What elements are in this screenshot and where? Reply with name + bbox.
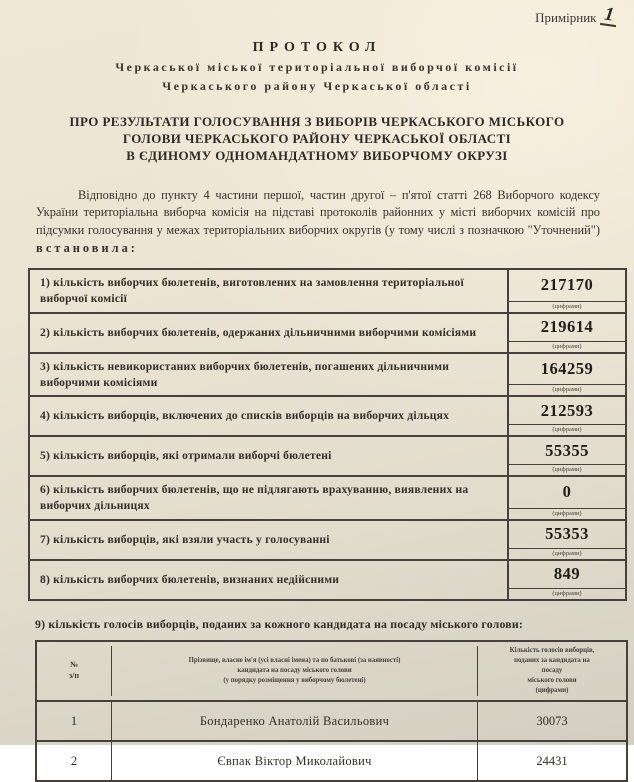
preamble-emphasis: встановила: <box>36 240 138 255</box>
header-cell-number <box>37 646 112 697</box>
result-label: 2) кількість виборчих бюлетенів, одержаних дільничними виборчими комісіями <box>40 326 477 340</box>
header-votes-line2: поданих за кандидата на <box>514 656 590 664</box>
result-number: 212593 <box>540 400 594 420</box>
result-value-cell <box>507 561 625 599</box>
subject-line1: ПРО РЕЗУЛЬТАТИ ГОЛОСУВАННЯ З ВИБОРІВ ЧЕРКАСЬКОГО МІСЬКОГО <box>69 114 565 130</box>
candidates-header-row <box>37 642 626 701</box>
result-label: 6) кількість виборчих бюлетенів, що не підлягають врахуванню, виявлених на виборчих дільницях <box>40 483 469 513</box>
copy-label: Примірник <box>535 10 597 25</box>
result-number: 55353 <box>545 524 589 544</box>
header-votes-line4: міського голови <box>527 677 577 685</box>
candidate-name: Євпак Віктор Миколайович <box>217 753 372 768</box>
result-row-6 <box>30 475 625 518</box>
result-label: 5) кількість виборців, які отримали виборчі бюлетені <box>40 449 332 463</box>
digits-note: (цифрами) <box>509 464 625 475</box>
candidate-number: 2 <box>70 753 78 768</box>
result-number: 849 <box>553 564 581 584</box>
result-number: 0 <box>562 482 572 502</box>
header-votes-line3: посаду <box>541 666 563 674</box>
digits-note: (цифрами) <box>509 341 625 352</box>
header-num-line1: № <box>69 660 79 670</box>
result-label: 3) кількість невикористаних виборчих бюлетенів, погашених дільничними виборчими комісіями <box>40 359 450 389</box>
candidate-votes-cell <box>478 742 626 780</box>
result-row-8 <box>30 559 625 599</box>
candidate-row-2 <box>37 740 626 780</box>
results-table <box>28 268 627 600</box>
result-row-1 <box>30 270 625 311</box>
candidates-table <box>35 640 628 782</box>
candidate-number: 1 <box>70 713 78 728</box>
result-value-cell <box>507 437 625 475</box>
result-label: 8) кількість виборчих бюлетенів, визнаних недійсними <box>40 572 340 586</box>
header-name-line2: кандидата на посаду міського голови <box>237 666 352 674</box>
header-cell-votes <box>478 646 626 697</box>
subject-line3: В ЄДИНОМУ ОДНОМАНДАТНОМУ ВИБОРЧОМУ ОКРУЗІ <box>126 147 508 163</box>
commission-name-line2: Черкаського району Черкаської області <box>162 79 472 94</box>
header-num-line2: з/п <box>68 670 80 680</box>
result-row-3 <box>30 352 625 395</box>
result-number: 55355 <box>545 440 589 460</box>
result-value-cell <box>507 354 625 395</box>
header-votes-line1: Кількість голосів виборців, <box>509 646 595 654</box>
copy-number-handwritten: 1 <box>599 5 617 27</box>
result-row-4 <box>30 395 625 435</box>
result-row-7 <box>30 519 625 559</box>
candidates-heading: 9) кількість голосів виборців, поданих за кожного кандидата на посаду міського голови: <box>35 616 523 631</box>
result-value-cell <box>507 314 625 352</box>
header-votes-line5: (цифрами) <box>535 687 569 695</box>
candidate-votes: 30073 <box>536 713 568 728</box>
digits-note: (цифрами) <box>509 384 625 395</box>
result-value-cell <box>507 477 625 518</box>
digits-note: (цифрами) <box>509 424 625 435</box>
candidate-row-1 <box>37 700 626 740</box>
result-label: 1) кількість виборчих бюлетенів, виготовлених на замовлення територіальної виборчої комісії <box>40 276 464 306</box>
preamble-text: Відповідно до пункту 4 частини першої, частин другої – п'ятої статті 268 Виборчого кодексу України територіальна виборча комісія на підставі протоколів районних у місті виборчих комісій про підсумки голосування у межах територіальних виборчих округів (у тому числі з позначкою "Уточнений") <box>36 187 600 237</box>
candidate-number-cell <box>37 742 112 780</box>
subject-block <box>0 114 634 165</box>
header-name-line1: Прізвище, власне ім'я (усі власні імена) та по батькові (за наявності) <box>188 656 401 664</box>
copy-number-line <box>0 0 634 28</box>
digits-note: (цифрами) <box>509 588 625 599</box>
candidate-name: Бондаренко Анатолій Васильович <box>199 713 390 728</box>
result-row-2 <box>30 312 625 352</box>
document-title: ПРОТОКОЛ <box>252 40 382 56</box>
subject-line2: ГОЛОВИ ЧЕРКАСЬКОГО РАЙОНУ ЧЕРКАСЬКОЇ ОБЛАСТІ <box>122 130 512 146</box>
result-number: 164259 <box>540 358 594 378</box>
digits-note: (цифрами) <box>509 548 625 559</box>
commission-name-line1: Черкаської міської територіальної виборчої комісії <box>115 60 519 75</box>
result-label: 4) кількість виборців, включених до списків виборців на виборчих дільцях <box>40 409 450 423</box>
result-value-cell <box>507 521 625 559</box>
candidate-votes: 24431 <box>536 753 568 768</box>
result-number: 217170 <box>540 275 594 295</box>
digits-note: (цифрами) <box>509 301 625 312</box>
header-cell-name <box>112 646 478 697</box>
result-label: 7) кількість виборців, які взяли участь у голосуванні <box>40 532 330 546</box>
digits-note: (цифрами) <box>509 508 625 519</box>
result-number: 219614 <box>540 317 594 337</box>
result-value-cell <box>507 397 625 435</box>
candidate-number-cell <box>37 702 112 740</box>
header-name-line3: (у порядку розміщення у виборчому бюлетені) <box>223 677 366 685</box>
preamble-paragraph <box>36 187 600 257</box>
result-value-cell <box>507 270 625 311</box>
candidate-name-cell <box>112 702 478 740</box>
candidate-name-cell <box>112 742 478 780</box>
candidate-votes-cell <box>478 702 626 740</box>
result-row-5 <box>30 435 625 475</box>
